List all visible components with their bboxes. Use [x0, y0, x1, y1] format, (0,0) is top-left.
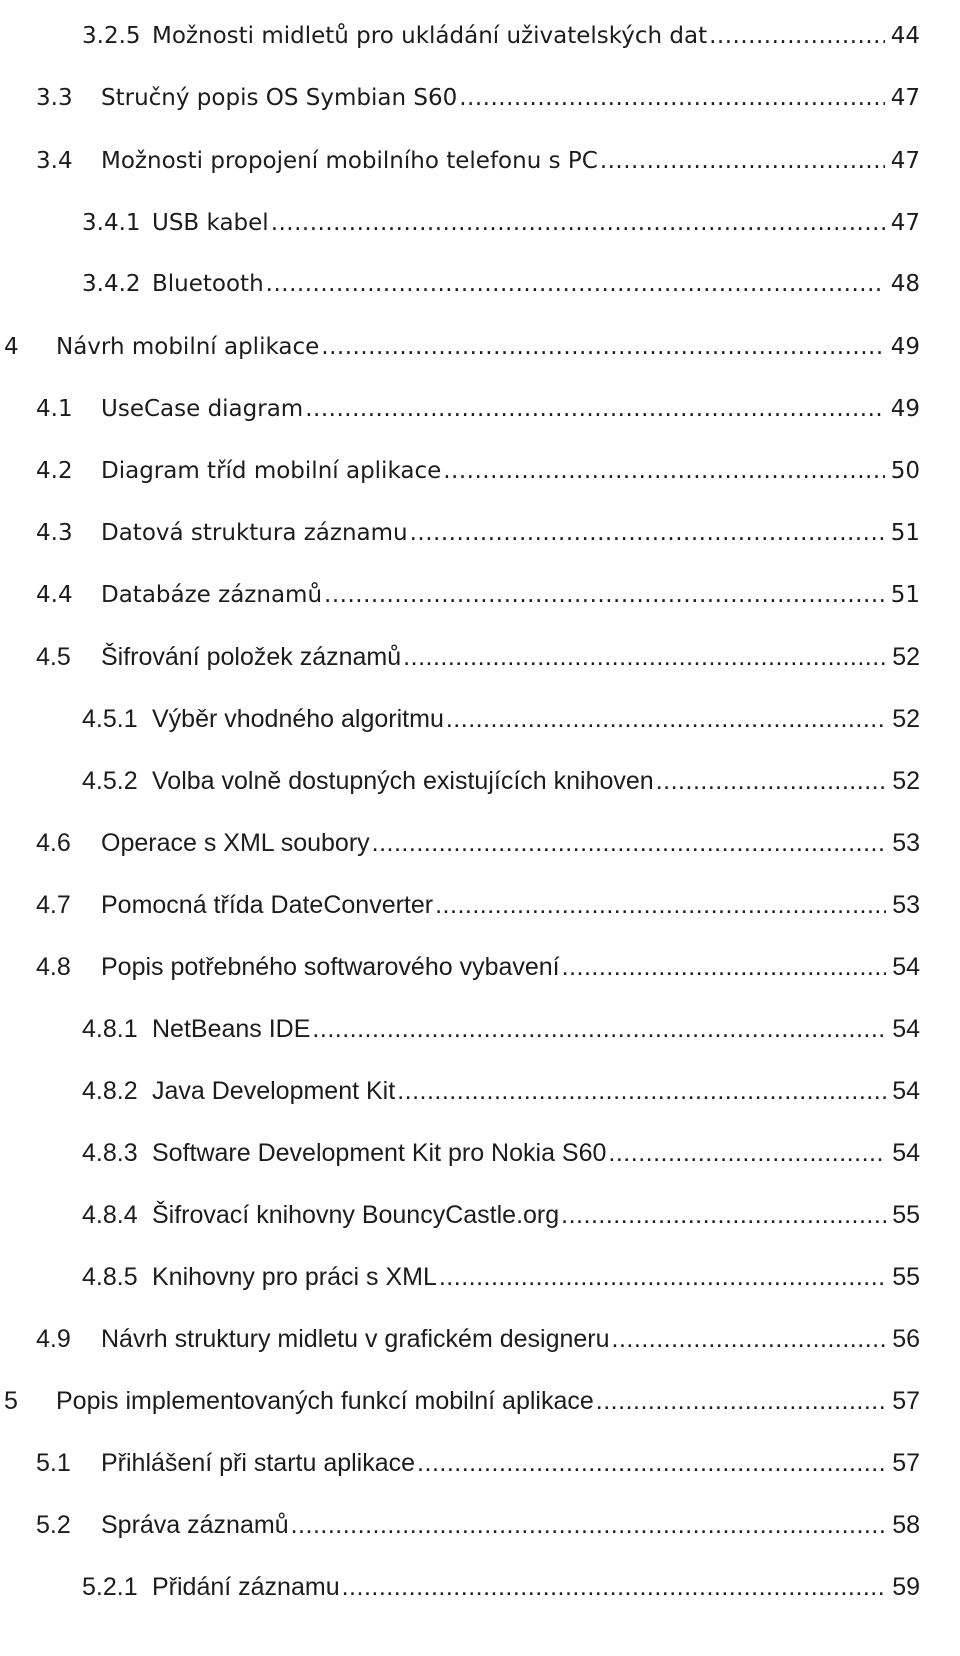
toc-entry[interactable]	[0, 1565, 920, 1609]
toc-entry[interactable]	[0, 325, 920, 369]
toc-entry-line	[101, 1317, 920, 1361]
dot-leader	[372, 821, 887, 865]
dot-leader	[321, 325, 884, 369]
dot-leader	[312, 1007, 886, 1051]
toc-entry-number: 4	[4, 334, 19, 360]
toc-entry-title: Popis implementovaných funkcí mobilní aplikace	[56, 1387, 594, 1415]
toc-entry-title: Správa záznamů	[101, 1511, 289, 1539]
toc-entry-number: 4.5	[36, 643, 71, 671]
toc-entry[interactable]	[0, 1069, 920, 1113]
toc-entry-number: 4.8	[36, 953, 71, 981]
toc-entry-title: Popis potřebného softwarového vybavení	[101, 953, 560, 981]
toc-entry-number: 4.5.2	[82, 767, 138, 795]
toc-entry[interactable]	[0, 635, 920, 679]
toc-entry-line	[101, 387, 920, 431]
toc-entry-number: 4.8.2	[82, 1077, 138, 1105]
toc-entry[interactable]	[0, 139, 920, 183]
toc-entry-line	[101, 449, 920, 493]
toc-entry-title: Knihovny pro práci s XML	[152, 1263, 437, 1291]
toc-entry-page-number: 49	[890, 396, 920, 422]
toc-entry-number: 4.8.4	[82, 1201, 138, 1229]
toc-entry[interactable]	[0, 1193, 920, 1237]
dot-leader	[561, 1193, 886, 1237]
toc-entry-number: 4.1	[36, 396, 73, 422]
toc-entry-number: 4.8.1	[82, 1015, 138, 1043]
toc-entry-number: 5	[4, 1387, 18, 1415]
toc-entry[interactable]	[0, 1441, 920, 1485]
toc-entry[interactable]	[0, 1131, 920, 1175]
toc-entry-number: 3.3	[36, 85, 73, 111]
toc-entry-line	[152, 759, 920, 803]
toc-entry-page-number: 49	[890, 334, 920, 360]
toc-entry-line	[101, 635, 920, 679]
toc-entry-page-number: 55	[892, 1263, 920, 1291]
toc-entry-title: UseCase diagram	[101, 396, 304, 422]
toc-entry-page-number: 54	[892, 1015, 920, 1043]
toc-entry-title: Datová struktura záznamu	[101, 520, 408, 546]
toc-entry-title: Volba volně dostupných existujících knihoven	[152, 767, 654, 795]
toc-entry-number: 3.2.5	[82, 23, 141, 49]
toc-entry-number: 3.4	[36, 148, 73, 174]
dot-leader	[562, 945, 887, 989]
toc-entry-page-number: 57	[892, 1387, 920, 1415]
toc-entry-page-number: 47	[890, 210, 920, 236]
dot-leader	[459, 76, 884, 120]
toc-entry-title: Pomocná třída DateConverter	[101, 891, 434, 919]
toc-entry-page-number: 53	[892, 829, 920, 857]
toc-entry-line	[152, 14, 920, 58]
toc-entry-title: Stručný popis OS Symbian S60	[101, 85, 458, 111]
toc-entry[interactable]	[0, 511, 920, 555]
toc-entry-title: Databáze záznamů	[101, 582, 323, 608]
toc-entry-title: Šifrování položek záznamů	[101, 643, 402, 671]
toc-entry-page-number: 54	[892, 953, 920, 981]
toc-entry-page-number: 47	[890, 85, 920, 111]
toc-entry-page-number: 55	[892, 1201, 920, 1229]
toc-entry-line	[152, 1131, 920, 1175]
toc-entry-line	[152, 1255, 920, 1299]
toc-entry[interactable]	[0, 697, 920, 741]
toc-entry-line	[152, 1007, 920, 1051]
dot-leader	[271, 201, 885, 245]
toc-entry-line	[56, 325, 920, 369]
dot-leader	[446, 697, 886, 741]
toc-entry-number: 4.7	[36, 891, 71, 919]
toc-entry-line	[101, 511, 920, 555]
toc-entry-page-number: 59	[892, 1573, 920, 1601]
toc-entry-number: 4.9	[36, 1325, 71, 1353]
toc-entry[interactable]	[0, 573, 920, 617]
dot-leader	[656, 759, 886, 803]
toc-entry-title: Software Development Kit pro Nokia S60	[152, 1139, 607, 1167]
toc-entry[interactable]	[0, 883, 920, 927]
toc-entry-number: 5.1	[36, 1449, 71, 1477]
toc-entry-number: 5.2.1	[82, 1573, 138, 1601]
toc-entry-line	[101, 1503, 920, 1547]
toc-entry[interactable]	[0, 449, 920, 493]
toc-entry[interactable]	[0, 1503, 920, 1547]
toc-entry-line	[152, 1069, 920, 1113]
toc-entry[interactable]	[0, 14, 920, 58]
toc-entry-line	[101, 139, 920, 183]
toc-entry-title: Přihlášení při startu aplikace	[101, 1449, 416, 1477]
toc-entry-number: 4.6	[36, 829, 71, 857]
dot-leader	[403, 635, 886, 679]
toc-entry[interactable]	[0, 945, 920, 989]
toc-entry-line	[101, 883, 920, 927]
toc-entry-number: 3.4.2	[82, 271, 141, 297]
toc-entry-title: Výběr vhodného algoritmu	[152, 705, 444, 733]
toc-entry-page-number: 47	[890, 148, 920, 174]
toc-entry-line	[101, 573, 920, 617]
dot-leader	[266, 262, 885, 306]
toc-entry[interactable]	[0, 1007, 920, 1051]
dot-leader	[342, 1565, 887, 1609]
toc-entry-page-number: 53	[892, 891, 920, 919]
dot-leader	[443, 449, 884, 493]
toc-entry-title: Možnosti propojení mobilního telefonu s PC	[101, 148, 598, 174]
toc-entry-page-number: 58	[892, 1511, 920, 1539]
dot-leader	[435, 883, 886, 927]
dot-leader	[612, 1317, 887, 1361]
toc-entry-title: Šifrovací knihovny BouncyCastle.org	[152, 1201, 560, 1229]
toc-entry-line	[101, 76, 920, 120]
toc-entry[interactable]	[0, 1255, 920, 1299]
toc-entry-line	[152, 697, 920, 741]
toc-entry-title: Návrh struktury midletu v grafickém designeru	[101, 1325, 610, 1353]
dot-leader	[439, 1255, 886, 1299]
toc-entry-number: 4.2	[36, 458, 73, 484]
dot-leader	[305, 387, 885, 431]
toc-entry[interactable]	[0, 759, 920, 803]
toc-entry-page-number: 54	[892, 1077, 920, 1105]
toc-entry-title: NetBeans IDE	[152, 1015, 311, 1043]
toc-entry-page-number: 48	[890, 271, 920, 297]
toc-entry-page-number: 52	[892, 767, 920, 795]
toc-entry-line	[56, 1379, 920, 1423]
toc-entry[interactable]	[0, 76, 920, 120]
dot-leader	[600, 139, 885, 183]
dot-leader	[291, 1503, 887, 1547]
toc-entry-page-number: 54	[892, 1139, 920, 1167]
toc-entry-number: 4.4	[36, 582, 73, 608]
toc-entry-number: 5.2	[36, 1511, 71, 1539]
toc-entry[interactable]	[0, 387, 920, 431]
dot-leader	[596, 1379, 886, 1423]
toc-entry-page-number: 51	[890, 582, 920, 608]
toc-entry-title: Java Development Kit	[152, 1077, 396, 1105]
dot-leader	[417, 1441, 886, 1485]
toc-entry-line	[152, 262, 920, 306]
toc-entry[interactable]	[0, 201, 920, 245]
toc-entry-number: 4.8.5	[82, 1263, 138, 1291]
toc-entry-line	[152, 1565, 920, 1609]
toc-entry-line	[101, 821, 920, 865]
toc-entry[interactable]	[0, 1317, 920, 1361]
toc-entry-page-number: 56	[892, 1325, 920, 1353]
toc-entry-title: Možnosti midletů pro ukládání uživatelských dat	[152, 23, 708, 49]
toc-entry-line	[101, 1441, 920, 1485]
toc-entry[interactable]	[0, 262, 920, 306]
toc-entry-page-number: 52	[892, 705, 920, 733]
toc-entry-page-number: 51	[890, 520, 920, 546]
toc-entry[interactable]	[0, 1379, 920, 1423]
toc-entry-title: Diagram tříd mobilní aplikace	[101, 458, 442, 484]
toc-entry-line	[152, 201, 920, 245]
toc-entry-number: 4.3	[36, 520, 73, 546]
toc-entry[interactable]	[0, 821, 920, 865]
toc-entry-title: Operace s XML soubory	[101, 829, 370, 857]
toc-entry-title: USB kabel	[152, 210, 269, 236]
toc-entry-title: Přidání záznamu	[152, 1573, 340, 1601]
dot-leader	[397, 1069, 886, 1113]
dot-leader	[608, 1131, 886, 1175]
toc-entry-title: Bluetooth	[152, 271, 264, 297]
toc-entry-number: 4.8.3	[82, 1139, 138, 1167]
toc-entry-page-number: 57	[892, 1449, 920, 1477]
toc-entry-page-number: 44	[890, 23, 920, 49]
toc-entry-page-number: 50	[890, 458, 920, 484]
toc-entry-line	[101, 945, 920, 989]
toc-entry-line	[152, 1193, 920, 1237]
toc-entry-number: 4.5.1	[82, 705, 138, 733]
toc-entry-title: Návrh mobilní aplikace	[56, 334, 320, 360]
dot-leader	[709, 14, 885, 58]
dot-leader	[410, 511, 885, 555]
toc-entry-number: 3.4.1	[82, 210, 141, 236]
toc-entry-page-number: 52	[892, 643, 920, 671]
dot-leader	[324, 573, 885, 617]
